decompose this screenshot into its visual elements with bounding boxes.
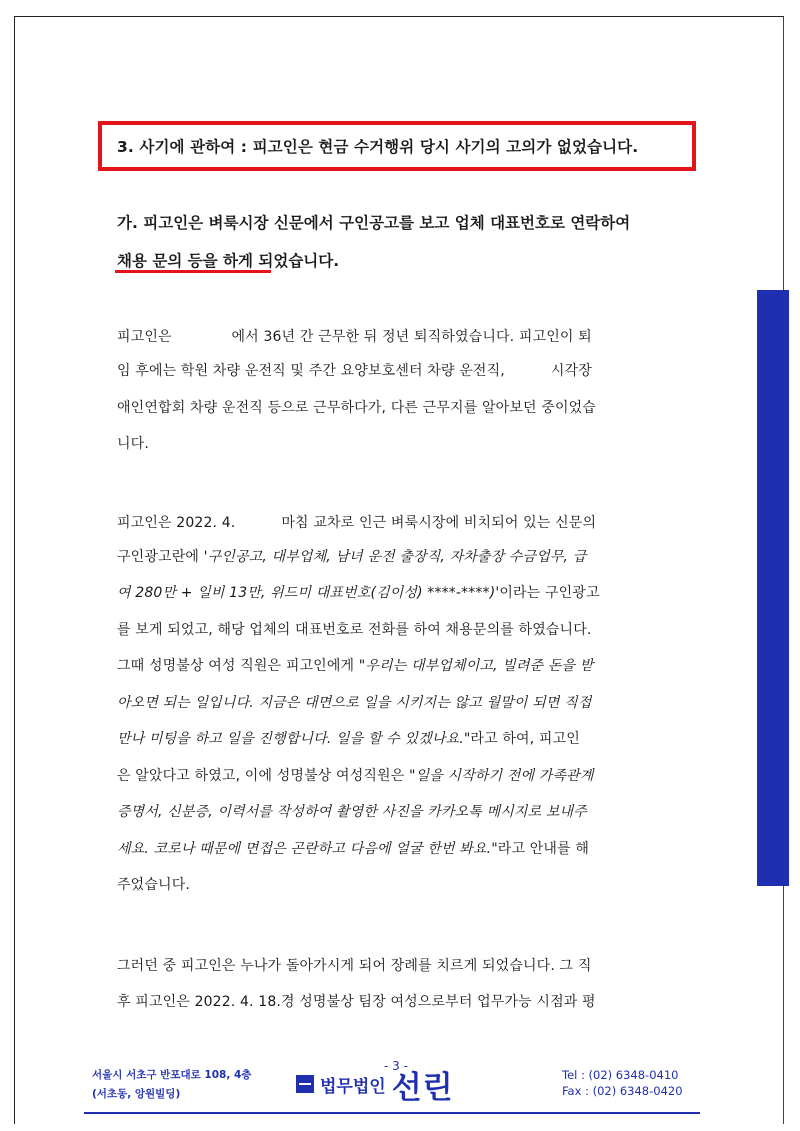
firm-prefix: 법무법인 <box>320 1076 386 1097</box>
firm-brand <box>296 1066 454 1106</box>
footer-address-line2: (서초동, 앙원빌딩) <box>92 1088 181 1100</box>
para1-line1: 피고인은 에서 36년 간 근무한 뒤 정년 퇴직하였습니다. 피고인이 퇴 <box>117 329 592 345</box>
para2-line8: 은 알았다고 하였고, 이에 성명불상 여성직원은 "일을 시작하기 전에 가족관계 <box>117 768 594 784</box>
para2-line5: 그때 성명불상 여성 직원은 피고인에게 "우리는 대부업체이고, 빌려준 돈을 받 <box>117 658 594 674</box>
para2-line6: 아오면 되는 일입니다. 지금은 대면으로 일을 시키지는 않고 월말이 되면 직접 <box>117 695 592 711</box>
para3-line1: 그러던 중 피고인은 누나가 돌아가시게 되어 장례를 치르게 되었습니다. 그 직 <box>117 958 592 974</box>
para2-line10: 세요. 코로나 때문에 면접은 곤란하고 다음에 얼굴 한번 봐요."라고 안내를 해 <box>117 841 590 857</box>
red-underline <box>115 270 271 273</box>
para1-line2: 임 후에는 학원 차량 운전직 및 주간 요양보호센터 차량 운전직, 시각장 <box>117 363 592 379</box>
para2-line3: 여 280만 + 일비 13만, 위드미 대표번호(김이성) ****-****)'이라는 구인광고 <box>117 585 600 601</box>
subheading-ga-line1: 가. 피고인은 벼룩시장 신문에서 구인공고를 보고 업체 대표번호로 연락하여 <box>117 214 631 232</box>
para2-line1: 피고인은 2022. 4. 마침 교차로 인근 벼룩시장에 비치되어 있는 신문의 <box>117 515 597 531</box>
firm-logo-icon <box>296 1075 314 1093</box>
footer-tel: Tel : (02) 6348-0410 <box>562 1068 679 1082</box>
para2-line11: 주었습니다. <box>117 877 190 893</box>
para2-line9: 증명서, 신분증, 이력서를 작성하여 촬영한 사진을 카카오톡 메시지로 보내주 <box>117 804 587 820</box>
section-title: 3. 사기에 관하여 : 피고인은 현금 수거행위 당시 사기의 고의가 없었습니다. <box>117 138 639 156</box>
para2-line2: 구인광고란에 '구인공고, 대부업체, 남녀 운전 출장직, 자차출장 수금업무, 급 <box>117 549 587 565</box>
page-number: - 3 - <box>384 1059 408 1073</box>
para2-line7: 만나 미팅을 하고 일을 진행합니다. 일을 할 수 있겠나요."라고 하여, 피고인 <box>117 731 580 747</box>
para1-line3: 애인연합회 차량 운전직 등으로 근무하다가, 다른 근무지를 알아보던 중이었습 <box>117 400 596 416</box>
footer-divider <box>84 1112 700 1114</box>
footer-address-line1: 서울시 서초구 반포대로 108, 4층 <box>92 1069 252 1081</box>
firm-name: 선린 <box>391 1069 454 1106</box>
footer-fax: Fax : (02) 6348-0420 <box>562 1084 683 1098</box>
para1-line4: 니다. <box>117 436 149 452</box>
side-color-bar <box>757 290 789 886</box>
para2-line4: 를 보게 되었고, 해당 업체의 대표번호로 전화를 하여 채용문의를 하였습니다. <box>117 622 592 638</box>
subheading-ga-line2: 채용 문의 등을 하게 되었습니다. <box>117 252 340 270</box>
para3-line2: 후 피고인은 2022. 4. 18.경 성명불상 팀장 여성으로부터 업무가능 시점과 평 <box>117 994 596 1010</box>
